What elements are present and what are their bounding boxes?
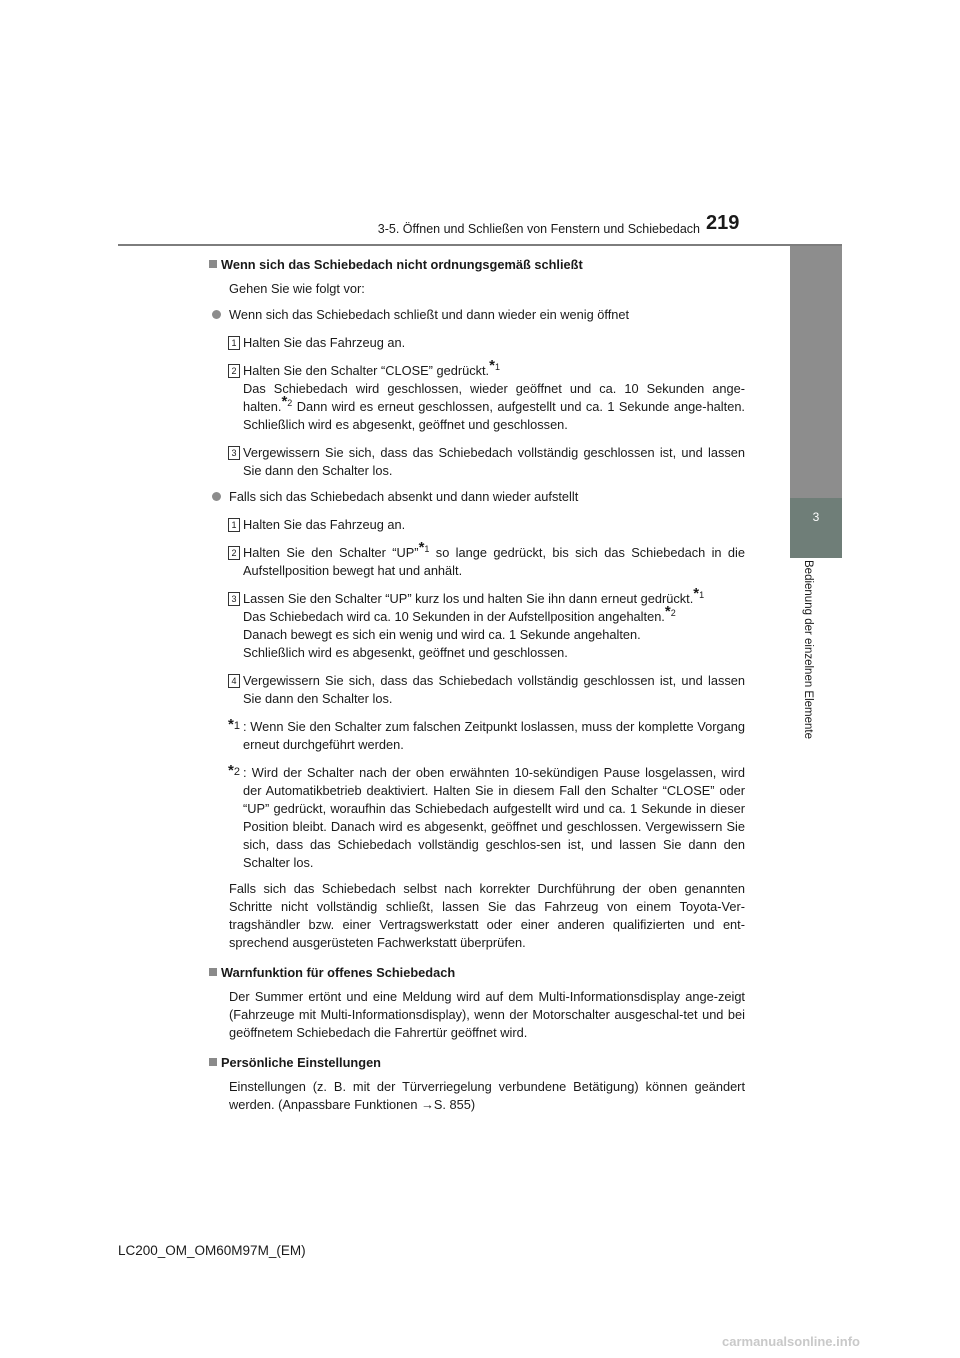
step-text: Schließlich wird es abgesenkt, geöffnet und geschlossen. [243, 645, 568, 660]
footnote-marker: *2 [228, 762, 240, 779]
step-text: Vergewissern Sie sich, dass das Schiebedach vollständig geschlossen ist, und lassen Sie dann den Schalter los. [243, 673, 745, 706]
footnote-ref: *2 [281, 392, 293, 410]
step-text: Halten Sie den Schalter “CLOSE” gedrückt. [243, 363, 490, 378]
circle-bullet-icon [212, 310, 221, 319]
section-paragraph: Einstellungen (z. B. mit der Türverriegelung verbundene Betätigung) können geändert werden. (Anpassbare Funktionen →S. 855) [229, 1079, 745, 1112]
step-text: Vergewissern Sie sich, dass das Schiebedach vollständig geschlossen ist, und lassen Sie dann den Schalter los. [243, 445, 745, 478]
step-text: so lange gedrückt, bis sich das Schiebedach in die Aufstellposition bewegt hat und anhält. [243, 545, 745, 578]
step-text: Halten Sie das Fahrzeug an. [243, 517, 406, 532]
step-text: Halten Sie den Schalter “UP” [243, 545, 419, 560]
section-heading-text: Wenn sich das Schiebedach nicht ordnungsgemäß schließt [221, 257, 583, 272]
step-item [212, 516, 745, 534]
section-paragraph: Der Summer ertönt und eine Meldung wird auf dem Multi-Informationsdisplay ange-zeigt (Fahrzeuge mit Multi-Informationsdisplay), wenn der Motorschalter ausgeschal-tet und bei geöffnetem Schiebedach die Fahrertür geöffnet wird. [229, 989, 745, 1040]
step-item [212, 672, 745, 708]
step-number: 1 [228, 336, 240, 350]
side-tab-upper [790, 246, 842, 498]
section-heading [209, 1054, 745, 1072]
footnote-text: : Wenn Sie den Schalter zum falschen Zeitpunkt loslassen, muss der komplette Vorgang erneut durchgeführt werden. [243, 719, 745, 752]
header-section-title: 3-5. Öffnen und Schließen von Fenstern und Schiebedach [377, 222, 700, 236]
square-bullet-icon [209, 260, 217, 268]
footnote-ref: *1 [693, 584, 705, 602]
bullet-text: Falls sich das Schiebedach absenkt und dann wieder aufstellt [229, 489, 579, 504]
footnote-marker: *1 [228, 716, 240, 733]
step-text: Danach bewegt es sich ein wenig und wird ca. 1 Sekunde angehalten. [243, 627, 641, 642]
step-number: 3 [228, 592, 240, 606]
step-item [212, 444, 745, 480]
chapter-tab: 3 [790, 498, 842, 558]
footer-doc-code: LC200_OM_OM60M97M_(EM) [118, 1243, 306, 1258]
bullet-item [212, 306, 745, 324]
section-heading-text: Persönliche Einstellungen [221, 1055, 381, 1070]
watermark[interactable]: carmanualsonline.info [722, 1334, 860, 1349]
step-item [212, 334, 745, 352]
footnote-ref: *2 [664, 602, 676, 620]
circle-bullet-icon [212, 492, 221, 501]
step-text: Das Schiebedach wird ca. 10 Sekunden in der Aufstellposition angehalten. [243, 609, 665, 624]
step-number: 1 [228, 518, 240, 532]
square-bullet-icon [209, 968, 217, 976]
footnote-text: : Wird der Schalter nach der oben erwähnten 10-sekündigen Pause losgelassen, wird der Automatikbetrieb deaktiviert. Halten Sie in diesem Fall den Schalter “CLOSE” oder “UP” gedrückt, woraufhin das Schiebedach aufgestellt wird und ca. 1 Sekunde in dieser Position bleibt. Danach wird es abgesenkt, geöffnet und geschlossen. Vergewissern Sie sich, dass das Schiebedach vollständig geschlos-sen ist, und lassen Sie dann den Schalter los. [243, 765, 745, 870]
step-text: Dann wird es erneut geschlossen, aufgestellt und ca. 1 Sekunde ange-halten. Schließlich wird es abgesenkt, geöffnet und geschlossen. [243, 399, 745, 432]
step-number: 2 [228, 546, 240, 560]
chapter-label: Bedienung der einzelnen Elemente [802, 560, 814, 740]
bullet-text: Wenn sich das Schiebedach schließt und dann wieder ein wenig öffnet [229, 307, 630, 322]
footnote-ref: *1 [418, 538, 430, 556]
footnote-ref: *1 [489, 356, 500, 374]
footnote [212, 718, 745, 754]
step-number: 3 [228, 446, 240, 460]
header-rule [118, 244, 842, 246]
step-text: Das Schiebedach wird geschlossen, wieder geöffnet und ca. 10 Sekunden ange-halten. [243, 381, 745, 414]
square-bullet-icon [209, 1058, 217, 1066]
intro-text: Gehen Sie wie folgt vor: [229, 281, 365, 296]
step-number: 2 [228, 364, 240, 378]
section-heading [209, 964, 745, 982]
footnote [212, 764, 745, 872]
step-item [212, 584, 745, 662]
bullet-item [212, 488, 745, 506]
step-item [212, 538, 745, 580]
step-number: 4 [228, 674, 240, 688]
page-content [212, 252, 745, 1126]
closing-paragraph: Falls sich das Schiebedach selbst nach korrekter Durchführung der oben genannten Schritte nicht vollständig schließt, lassen Sie das Fahrzeug von einem Toyota-Ver-tragshändler bzw. einer Vertragswerkstatt oder einer anderen qualifizierten und ent-sprechend ausgerüsteten Fachwerkstatt überprüfen. [229, 881, 745, 950]
section-heading-text: Warnfunktion für offenes Schiebedach [221, 965, 456, 980]
page-number: 219 [706, 212, 740, 234]
section-heading [209, 256, 745, 274]
step-text: Halten Sie das Fahrzeug an. [243, 335, 406, 350]
step-item [212, 356, 745, 434]
step-text: Lassen Sie den Schalter “UP” kurz los und halten Sie ihn dann erneut gedrückt. [243, 591, 694, 606]
